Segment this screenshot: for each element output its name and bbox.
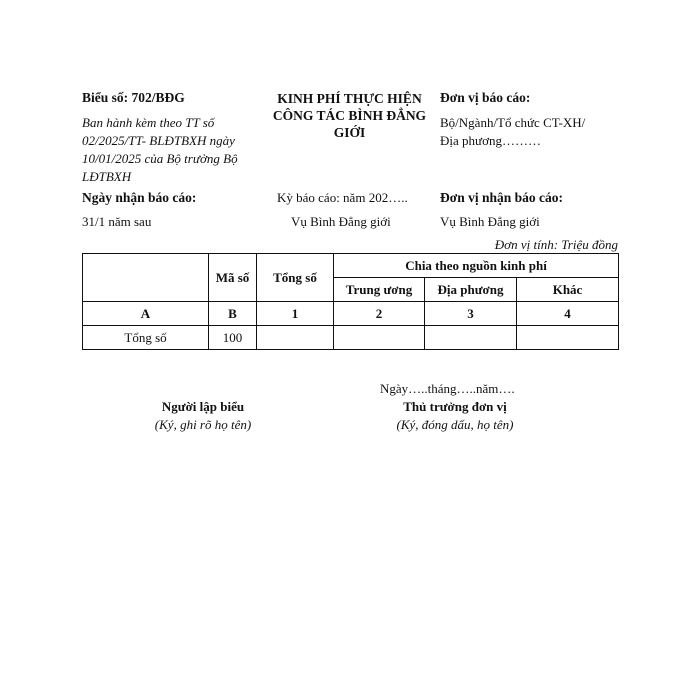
col-central-header: Trung ương xyxy=(334,278,425,302)
issued-by-note: Ban hành kèm theo TT số 02/2025/TT- BLĐTBXH ngày 10/01/2025 của Bộ trưởng Bộ LĐTBXH xyxy=(82,115,238,184)
reporting-unit-value: Bộ/Ngành/Tổ chức CT-XH/Địa phương……… xyxy=(440,115,586,148)
index-cell: B xyxy=(209,302,257,326)
col-other-header: Khác xyxy=(517,278,619,302)
report-table xyxy=(82,253,619,350)
head-title: Thủ trưởng đơn vị xyxy=(403,399,507,414)
index-cell: 2 xyxy=(334,302,425,326)
index-cell: 4 xyxy=(517,302,619,326)
document-title xyxy=(262,90,437,141)
receiving-unit-label: Đơn vị nhận báo cáo: xyxy=(440,190,564,205)
title-line-2: CÔNG TÁC BÌNH ĐẲNG GIỚI xyxy=(272,108,427,140)
col-local-header: Địa phương xyxy=(425,278,517,302)
total-row-label: Tổng số xyxy=(83,326,209,350)
department: Vụ Bình Đẳng giới xyxy=(291,214,391,229)
preparer-note: (Ký, ghi rõ họ tên) xyxy=(154,417,252,432)
head-signature-block xyxy=(380,398,530,434)
receiving-unit-value: Vụ Bình Đẳng giới xyxy=(440,214,540,229)
total-row-other[interactable] xyxy=(517,326,619,350)
blank-header-cell xyxy=(83,254,209,302)
preparer-signature-block xyxy=(140,398,266,434)
total-row-local[interactable] xyxy=(425,326,517,350)
head-note: (Ký, đóng dấu, họ tên) xyxy=(396,417,514,432)
preparer-title: Người lập biểu xyxy=(161,399,245,414)
total-row-total[interactable] xyxy=(257,326,334,350)
col-total-header: Tổng số xyxy=(257,254,334,302)
reporting-unit-label: Đơn vị báo cáo: xyxy=(440,90,531,105)
total-row-code: 100 xyxy=(209,326,257,350)
index-cell: 1 xyxy=(257,302,334,326)
signature-date: Ngày…..tháng…..năm…. xyxy=(380,381,515,396)
col-code-header: Mã số xyxy=(209,254,257,302)
index-cell: 3 xyxy=(425,302,517,326)
total-row xyxy=(83,326,619,350)
index-cell: A xyxy=(83,302,209,326)
title-line-1: KINH PHÍ THỰC HIỆN xyxy=(277,91,422,106)
receive-date-label: Ngày nhận báo cáo: xyxy=(82,190,197,205)
col-group-header: Chia theo nguồn kinh phí xyxy=(334,254,619,278)
index-row xyxy=(83,302,619,326)
header-row-1 xyxy=(83,254,619,278)
form-code: Biểu số: 702/BĐG xyxy=(82,90,185,105)
currency-unit: Đơn vị tính: Triệu đồng xyxy=(494,237,618,252)
report-period: Kỳ báo cáo: năm 202….. xyxy=(277,190,408,205)
receive-date-value: 31/1 năm sau xyxy=(82,214,152,229)
total-row-central[interactable] xyxy=(334,326,425,350)
